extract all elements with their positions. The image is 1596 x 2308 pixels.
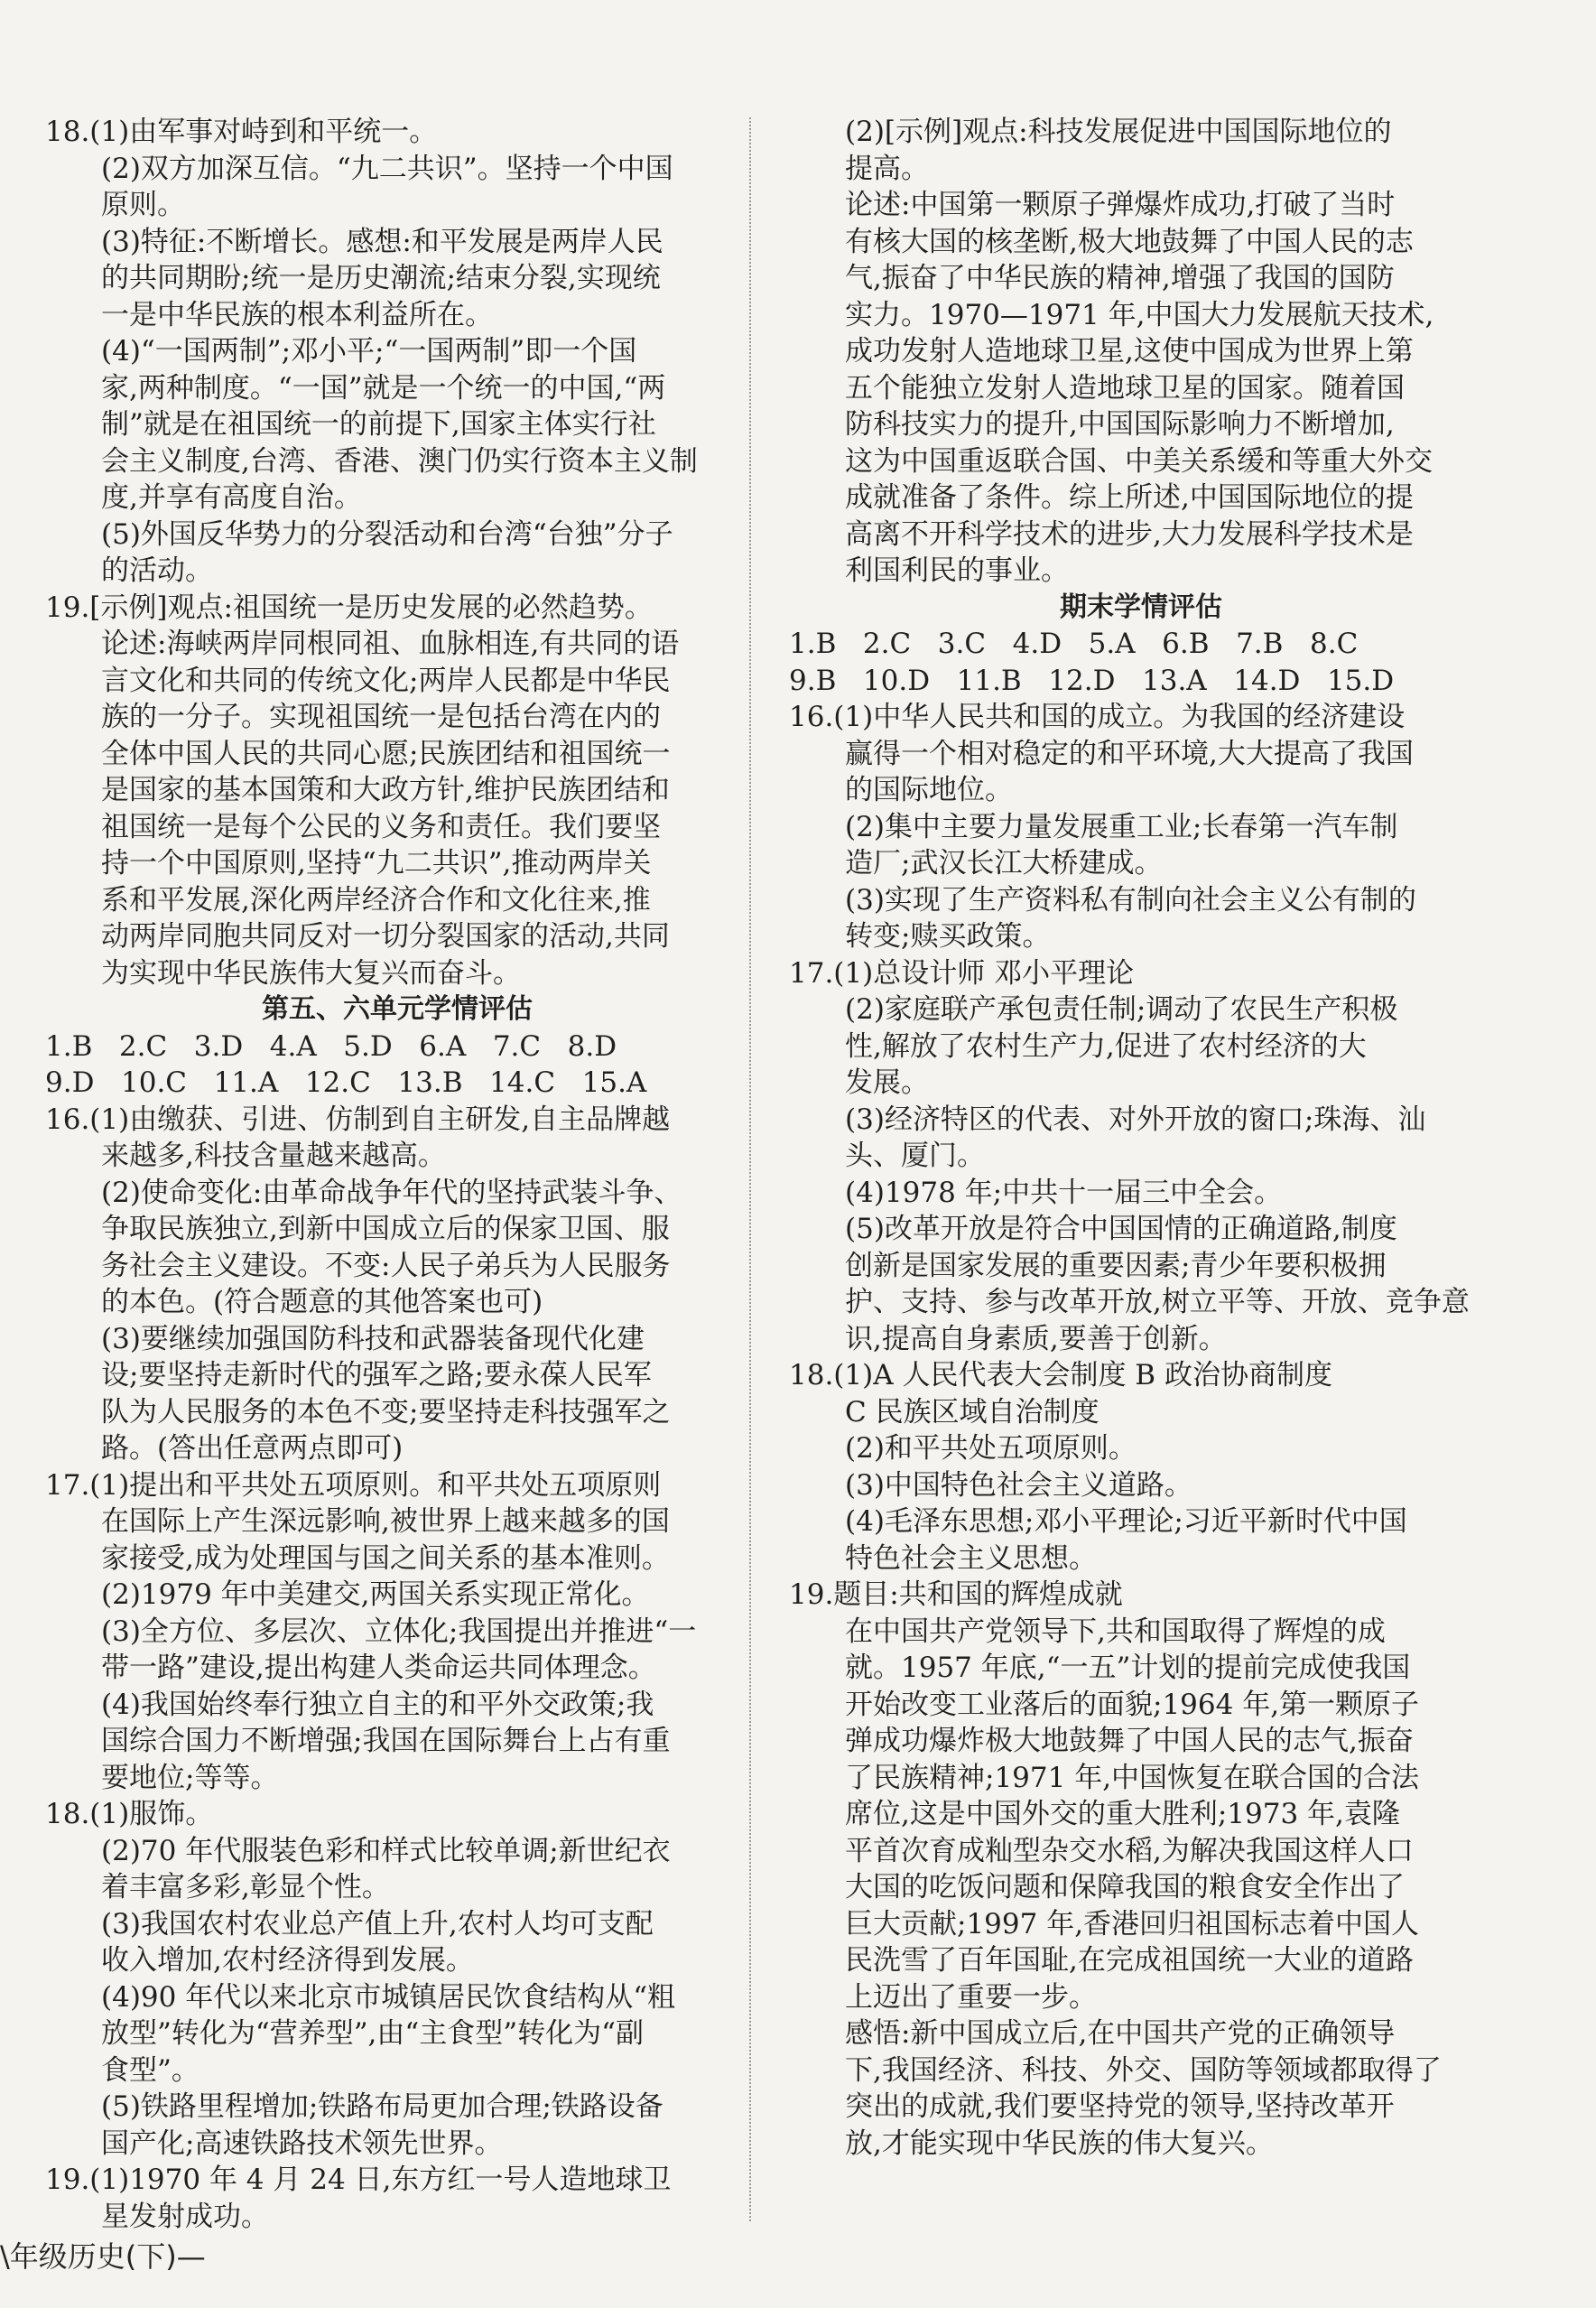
answer-line: 成功发射人造地球卫星,这使中国成为世界上第 [845, 335, 1414, 368]
answer-line: 上迈出了重要一步。 [845, 1980, 1097, 2014]
answer-line: 下,我国经济、科技、外交、国防等领域都取得了 [845, 2053, 1442, 2087]
answer-line: 收入增加,农村经济得到发展。 [101, 1944, 474, 1977]
answer-line: 特色社会主义思想。 [845, 1541, 1097, 1575]
answer-line: 争取民族独立,到新中国成立后的保家卫国、服 [101, 1213, 670, 1245]
answer-line: (4)90 年代以来北京市城镇居民饮食结构从“粗 [101, 1980, 676, 2014]
answer-line: 的活动。 [101, 554, 213, 587]
answer-line: 开始改变工业落后的面貌;1964 年,第一颗原子 [845, 1688, 1420, 1721]
answer-line: (5)铁路里程增加;铁路布局更加合理;铁路设备 [101, 2090, 663, 2123]
answer-line: 就。1957 年底,“一五”计划的提前完成使我国 [845, 1652, 1411, 1684]
answer-line: 防科技实力的提升,中国国际影响力不断增加, [845, 408, 1395, 441]
answer-line: (3)要继续加强国防科技和武器装备现代化建 [101, 1322, 645, 1355]
answer-line: 设;要坚持走新时代的强军之路;要永葆人民军 [101, 1359, 652, 1391]
answer-line: 赢得一个相对稳定的和平环境,大大提高了我国 [845, 737, 1414, 770]
answer-line: (5)改革开放是符合中国国情的正确道路,制度 [845, 1213, 1397, 1245]
answer-line: 来越多,科技含量越来越高。 [101, 1140, 446, 1172]
answer-line: C 民族区域自治制度 [845, 1395, 1100, 1429]
answer-line: 的共同期盼;统一是历史潮流;结束分裂,实现统 [101, 262, 661, 294]
answer-line: 五个能独立发射人造地球卫星的国家。随着国 [845, 371, 1405, 405]
answer-line: (3)经济特区的代表、对外开放的窗口;珠海、汕 [845, 1103, 1426, 1136]
answer-line: 转变;赎买政策。 [845, 920, 1051, 953]
question-line: 17.(1)提出和平共处五项原则。和平共处五项原则 [45, 1468, 662, 1502]
answer-line: 弹成功爆炸极大地鼓舞了中国人民的志气,振奋 [845, 1725, 1414, 1757]
answer-line: 了民族精神;1971 年,中国恢复在联合国的合法 [845, 1761, 1420, 1794]
left-column [45, 114, 749, 2235]
answer-line: (4)“一国两制”;邓小平;“一国两制”即一个国 [101, 335, 637, 368]
answer-line: (2)[示例]观点:科技发展促进中国国际地位的 [845, 116, 1392, 148]
answer-line: 的国际地位。 [845, 774, 1013, 806]
answer-line: 族的一分子。实现祖国统一是包括台湾在内的 [101, 701, 661, 733]
answer-line: 原则。 [101, 189, 185, 221]
answer-line: (2)和平共处五项原则。 [845, 1432, 1137, 1465]
answer-line: 队为人民服务的本色不变;要坚持走科技强军之 [101, 1395, 671, 1429]
answer-line: 利国利民的事业。 [845, 554, 1069, 587]
answer-line: (3)全方位、多层次、立体化;我国提出并推进“一 [101, 1615, 697, 1648]
answer-line: (3)实现了生产资料私有制向社会主义公有制的 [845, 883, 1416, 917]
answer-line: 提高。 [845, 152, 929, 185]
answer-line: 成就准备了条件。综上所述,中国国际地位的提 [845, 481, 1414, 514]
answer-line: 放,才能实现中华民族的伟大复兴。 [845, 2127, 1274, 2160]
answer-line: 护、支持、参与改革开放,树立平等、开放、竞争意 [845, 1286, 1470, 1318]
answer-line: 家,两种制度。“一国”就是一个统一的中国,“两 [101, 371, 666, 405]
answer-line: 食型”。 [101, 2053, 200, 2087]
page-footer: \年级历史(下)— [0, 2239, 206, 2274]
answer-line: 论述:中国第一颗原子弹爆炸成功,打破了当时 [845, 189, 1396, 221]
question-line: 17.(1)总设计师 邓小平理论 [789, 956, 1135, 990]
answer-line: 系和平发展,深化两岸经济合作和文化往来,推 [101, 883, 651, 917]
answer-line: (5)外国反华势力的分裂活动和台湾“台独”分子 [101, 517, 673, 551]
answer-line: 实力。1970—1971 年,中国大力发展航天技术, [845, 298, 1434, 331]
answer-line: 制”就是在祖国统一的前提下,国家主体实行社 [101, 408, 656, 441]
answer-line: 创新是国家发展的重要因素;青少年要积极拥 [845, 1249, 1387, 1282]
answer-line: 带一路”建设,提出构建人类命运共同体理念。 [101, 1652, 656, 1684]
answer-line: (2)70 年代服装色彩和样式比较单调;新世纪衣 [101, 1834, 671, 1867]
answer-line: (4)毛泽东思想;邓小平理论;习近平新时代中国 [845, 1505, 1407, 1538]
answer-line: 性,解放了农村生产力,促进了农村经济的大 [845, 1029, 1367, 1063]
answer-line: 一是中华民族的根本利益所在。 [101, 298, 493, 331]
answer-line: (2)1979 年中美建交,两国关系实现正常化。 [101, 1578, 650, 1611]
answer-line: 务社会主义建设。不变:人民子弟兵为人民服务 [101, 1249, 671, 1282]
answer-line: 星发射成功。 [101, 2200, 269, 2233]
answer-line: 平首次育成籼型杂交水稻,为解决我国这样人口 [845, 1834, 1414, 1867]
answer-line: (3)中国特色社会主义道路。 [845, 1468, 1192, 1502]
answer-line: 民洗雪了百年国耻,在完成祖国统一大业的道路 [845, 1944, 1414, 1977]
answer-line: 大国的吃饭问题和保障我国的粮食安全作出了 [845, 1871, 1405, 1903]
answer-line: 高离不开科学技术的进步,大力发展科学技术是 [845, 517, 1414, 551]
answer-line: (2)双方加深互信。“九二共识”。坚持一个中国 [101, 152, 673, 185]
answer-line: 席位,这是中国外交的重大胜利;1973 年,袁隆 [845, 1798, 1400, 1830]
answer-line: (3)我国农村农业总产值上升,农村人均可支配 [101, 1907, 654, 1940]
answer-line: 国产化;高速铁路技术领先世界。 [101, 2127, 503, 2160]
question-line: 16.(1)中华人民共和国的成立。为我国的经济建设 [789, 701, 1406, 733]
answer-line: 巨大贡献;1997 年,香港回归祖国标志着中国人 [845, 1907, 1420, 1940]
question-line: 18.(1)服饰。 [45, 1798, 214, 1830]
answer-line: 头、厦门。 [845, 1140, 985, 1172]
question-line: 18.(1)由军事对峙到和平统一。 [45, 116, 438, 148]
question-line: 19.(1)1970 年 4 月 24 日,东方红一号人造地球卫 [45, 2164, 672, 2196]
answer-line: 家接受,成为处理国与国之间关系的基本准则。 [101, 1541, 670, 1575]
answer-line: 放型”转化为“营养型”,由“主食型”转化为“副 [101, 2017, 644, 2050]
answer-line: 路。(答出任意两点即可) [101, 1432, 404, 1465]
answer-line: 的本色。(符合题意的其他答案也可) [101, 1286, 543, 1318]
answer-line: (2)使命变化:由革命战争年代的坚持武装斗争、 [101, 1176, 682, 1209]
answer-line: 着丰富多彩,彰显个性。 [101, 1871, 390, 1903]
answer-line: 动两岸同胞共同反对一切分裂国家的活动,共同 [101, 920, 670, 953]
answer-line: 全体中国人民的共同心愿;民族团结和祖国统一 [101, 737, 671, 770]
answer-line: 国综合国力不断增强;我国在国际舞台上占有重 [101, 1725, 671, 1757]
answer-line: 气,振奋了中华民族的精神,增强了我国的国防 [845, 262, 1395, 294]
answer-line: 在中国共产党领导下,共和国取得了辉煌的成 [845, 1615, 1386, 1648]
answer-line: 识,提高自身素质,要善于创新。 [845, 1322, 1227, 1355]
question-line: 16.(1)由缴获、引进、仿制到自主研发,自主品牌越 [45, 1103, 671, 1136]
answer-line: 在国际上产生深远影响,被世界上越来越多的国 [101, 1505, 670, 1538]
answer-line: 这为中国重返联合国、中美关系缓和等重大外交 [845, 444, 1433, 478]
question-line: 19.题目:共和国的辉煌成就 [789, 1578, 1123, 1611]
answer-line: (2)集中主要力量发展重工业;长春第一汽车制 [845, 810, 1398, 843]
right-column [789, 114, 1493, 2162]
answer-line: 度,并享有高度自治。 [101, 481, 362, 514]
answer-line: (3)特征:不断增长。感想:和平发展是两岸人民 [101, 225, 663, 258]
answer-line: (4)1978 年;中共十一届三中全会。 [845, 1176, 1283, 1209]
answer-line: 有核大国的核垄断,极大地鼓舞了中国人民的志 [845, 225, 1414, 258]
answer-line: (2)家庭联产承包责任制;调动了农民生产积极 [845, 993, 1398, 1026]
answer-line: (4)我国始终奉行独立自主的和平外交政策;我 [101, 1688, 654, 1721]
answer-line: 突出的成就,我们要坚持党的领导,坚持改革开 [845, 2090, 1395, 2123]
answer-line: 会主义制度,台湾、香港、澳门仍实行资本主义制 [101, 444, 698, 478]
choice-answers-line: 1.B 2.C 3.C 4.D 5.A 6.B 7.B 8.C [789, 628, 1359, 660]
answer-line: 为实现中华民族伟大复兴而奋斗。 [101, 956, 521, 990]
answer-line: 祖国统一是每个公民的义务和责任。我们要坚 [101, 810, 661, 843]
question-line: 18.(1)A 人民代表大会制度 B 政治协商制度 [789, 1359, 1332, 1391]
choice-answers-line: 1.B 2.C 3.D 4.A 5.D 6.A 7.C 8.D [45, 1029, 617, 1063]
choice-answers-line: 9.D 10.C 11.A 12.C 13.B 14.C 15.A [45, 1066, 647, 1099]
answer-line: 造厂;武汉长江大桥建成。 [845, 847, 1163, 879]
answer-line: 要地位;等等。 [101, 1761, 279, 1794]
section-heading: 期末学情评估 [1060, 591, 1222, 623]
column-divider [749, 117, 751, 2221]
question-line: 19.[示例]观点:祖国统一是历史发展的必然趋势。 [45, 591, 653, 624]
answer-line: 论述:海峡两岸同根同祖、血脉相连,有共同的语 [101, 628, 680, 660]
choice-answers-line: 9.B 10.D 11.B 12.D 13.A 14.D 15.D [789, 664, 1395, 697]
section-heading: 第五、六单元学情评估 [262, 993, 533, 1025]
answer-line: 言文化和共同的传统文化;两岸人民都是中华民 [101, 664, 671, 697]
answer-line: 持一个中国原则,坚持“九二共识”,推动两岸关 [101, 847, 652, 879]
answer-line: 是国家的基本国策和大政方针,维护民族团结和 [101, 774, 670, 806]
answer-line: 感悟:新中国成立后,在中国共产党的正确领导 [845, 2017, 1396, 2050]
answer-line: 发展。 [845, 1066, 929, 1099]
